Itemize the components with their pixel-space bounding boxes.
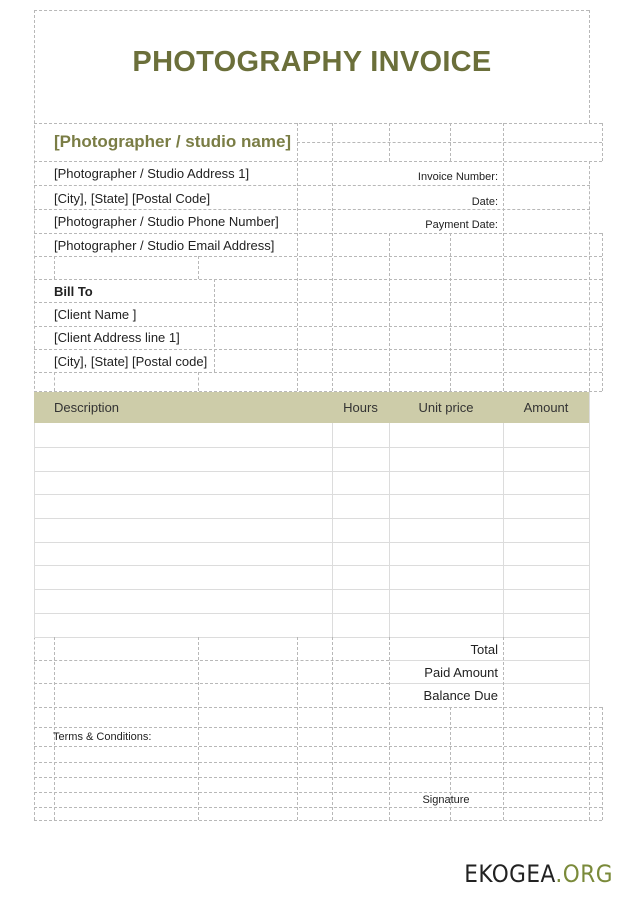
client-address-1[interactable]: [Client Address line 1] [54,330,180,345]
invoice-number-field[interactable] [504,162,589,184]
invoice-title: PHOTOGRAPHY INVOICE [132,46,492,78]
ekogea-logo: EKOGEA.ORG [464,860,613,888]
date-label: Date: [471,196,498,208]
table-row[interactable] [35,590,589,613]
table-row[interactable] [35,448,589,471]
photographer-city-state-postal[interactable]: [City], [State] [Postal Code] [54,191,211,206]
bill-to-heading: Bill To [54,284,93,299]
photographer-email[interactable]: [Photographer / Studio Email Address] [54,238,275,253]
table-row[interactable] [35,519,589,542]
table-row[interactable] [35,495,589,518]
photographer-address-1[interactable]: [Photographer / Studio Address 1] [54,166,250,181]
column-header-hours: Hours [343,400,378,415]
column-header-amount: Amount [523,400,569,415]
client-city-state-postal[interactable]: [City], [State] [Postal code] [54,354,208,369]
balance-due-field[interactable] [504,684,589,706]
paid-amount-label: Paid Amount [424,665,498,680]
terms-field[interactable] [54,747,332,807]
signature-label: Signature [422,794,470,806]
column-header-description: Description [54,400,120,415]
table-row[interactable] [35,424,589,447]
balance-due-label: Balance Due [423,688,498,703]
column-header-unit-price: Unit price [418,400,474,415]
table-row[interactable] [35,566,589,589]
paid-amount-field[interactable] [504,661,589,683]
table-row[interactable] [35,543,589,565]
total-label: Total [470,642,498,657]
payment-date-label: Payment Date: [425,219,498,231]
table-row[interactable] [35,472,589,494]
payment-date-field[interactable] [504,210,589,232]
invoice-number-label: Invoice Number: [417,171,498,183]
client-name[interactable]: [Client Name ] [54,307,137,322]
total-value-field[interactable] [504,638,589,660]
terms-label: Terms & Conditions: [53,731,152,743]
photographer-phone[interactable]: [Photographer / Studio Phone Number] [54,214,279,229]
table-row[interactable] [35,614,589,637]
photographer-name[interactable]: [Photographer / studio name] [54,132,292,151]
date-field[interactable] [504,186,589,208]
